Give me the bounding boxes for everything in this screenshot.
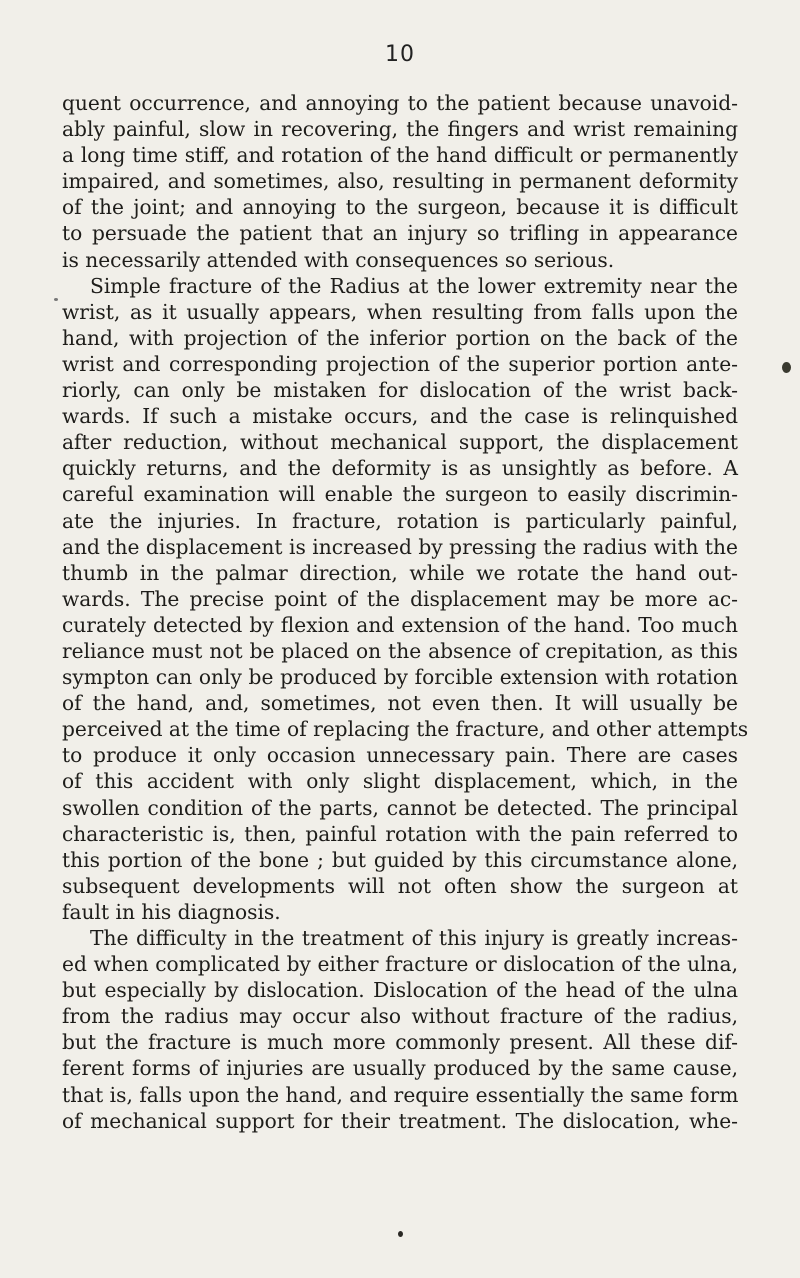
text-line: careful examination will enable the surgeon to easily discrimin- — [62, 482, 738, 507]
text-line: to produce it only occasion unnecessary pain. There are cases — [62, 743, 738, 768]
text-line: from the radius may occur also without fracture of the radius, — [62, 1004, 738, 1029]
text-line: thumb in the palmar direction, while we rotate the hand out- — [62, 560, 738, 585]
text-line: subsequent developments will not often show the surgeon at — [62, 873, 738, 898]
text-line: reliance must not be placed on the absence of crepitation, as this — [62, 638, 738, 663]
text-line: hand, with projection of the inferior portion on the back of the — [62, 325, 738, 350]
text-line: after reduction, without mechanical support, the displacement — [62, 430, 738, 455]
text-line: ed when complicated by either fracture or dislocation of the ulna, — [62, 952, 738, 977]
ink-speck — [782, 362, 791, 373]
ink-speck — [54, 298, 58, 301]
text-line: wrist, as it usually appears, when resulting from falls upon the — [62, 299, 738, 324]
text-line: of this accident with only slight displacement, which, in the — [62, 769, 738, 794]
text-line: ate the injuries. In fracture, rotation is particularly painful, — [62, 508, 738, 533]
text-line: but the fracture is much more commonly present. All these dif- — [62, 1030, 738, 1055]
text-line: sympton can only be produced by forcible extension with rotation — [62, 665, 738, 690]
text-line: impaired, and sometimes, also, resulting in permanent deformity — [62, 169, 738, 194]
body-text — [62, 90, 749, 1134]
text-line: wards. The precise point of the displacement may be more ac- — [62, 586, 738, 611]
text-line: is necessarily attended with consequences so serious. — [62, 247, 615, 272]
text-line: of mechanical support for their treatment. The dislocation, whe- — [62, 1108, 738, 1133]
text-line: characteristic is, then, painful rotation with the pain referred to — [62, 821, 738, 846]
paragraph-start-line: The difficulty in the treatment of this injury is greatly increas- — [90, 926, 738, 950]
text-line: and the displacement is increased by pressing the radius with the — [62, 534, 738, 559]
text-line: this portion of the bone ; but guided by this circumstance alone, — [62, 847, 738, 872]
text-line: fault in his diagnosis. — [62, 899, 281, 924]
page-number: 10 — [385, 42, 415, 67]
text-line: but especially by dislocation. Dislocation of the head of the ulna — [62, 978, 738, 1003]
text-line: curately detected by flexion and extension of the hand. Too much — [62, 612, 738, 637]
text-line: ferent forms of injuries are usually produced by the same cause, — [62, 1056, 738, 1081]
text-line: quent occurrence, and annoying to the patient because unavoid- — [62, 91, 738, 115]
ink-speck — [398, 1231, 403, 1237]
text-line: quickly returns, and the deformity is as unsightly as before. A — [62, 456, 738, 481]
text-line: ably painful, slow in recovering, the fingers and wrist remaining — [62, 117, 738, 142]
text-line: wards. If such a mistake occurs, and the case is relinquished — [62, 404, 738, 429]
text-line: of the hand, and, sometimes, not even then. It will usually be — [62, 691, 738, 716]
text-line: swollen condition of the parts, cannot be detected. The principal — [62, 795, 738, 820]
text-line: riorly, can only be mistaken for dislocation of the wrist back- — [62, 378, 738, 403]
paragraph-start-line: Simple fracture of the Radius at the lower extremity near the — [90, 273, 738, 298]
text-line: that is, falls upon the hand, and require essentially the same form — [62, 1082, 739, 1107]
text-line: of the joint; and annoying to the surgeon, because it is difficult — [62, 195, 738, 220]
text-line: a long time stiff, and rotation of the hand difficult or permanently — [62, 143, 738, 168]
text-line: perceived at the time of replacing the fracture, and other attempts — [62, 717, 749, 742]
text-line: to persuade the patient that an injury so trifling in appearance — [62, 221, 738, 246]
text-line: wrist and corresponding projection of the superior portion ante- — [62, 351, 738, 376]
